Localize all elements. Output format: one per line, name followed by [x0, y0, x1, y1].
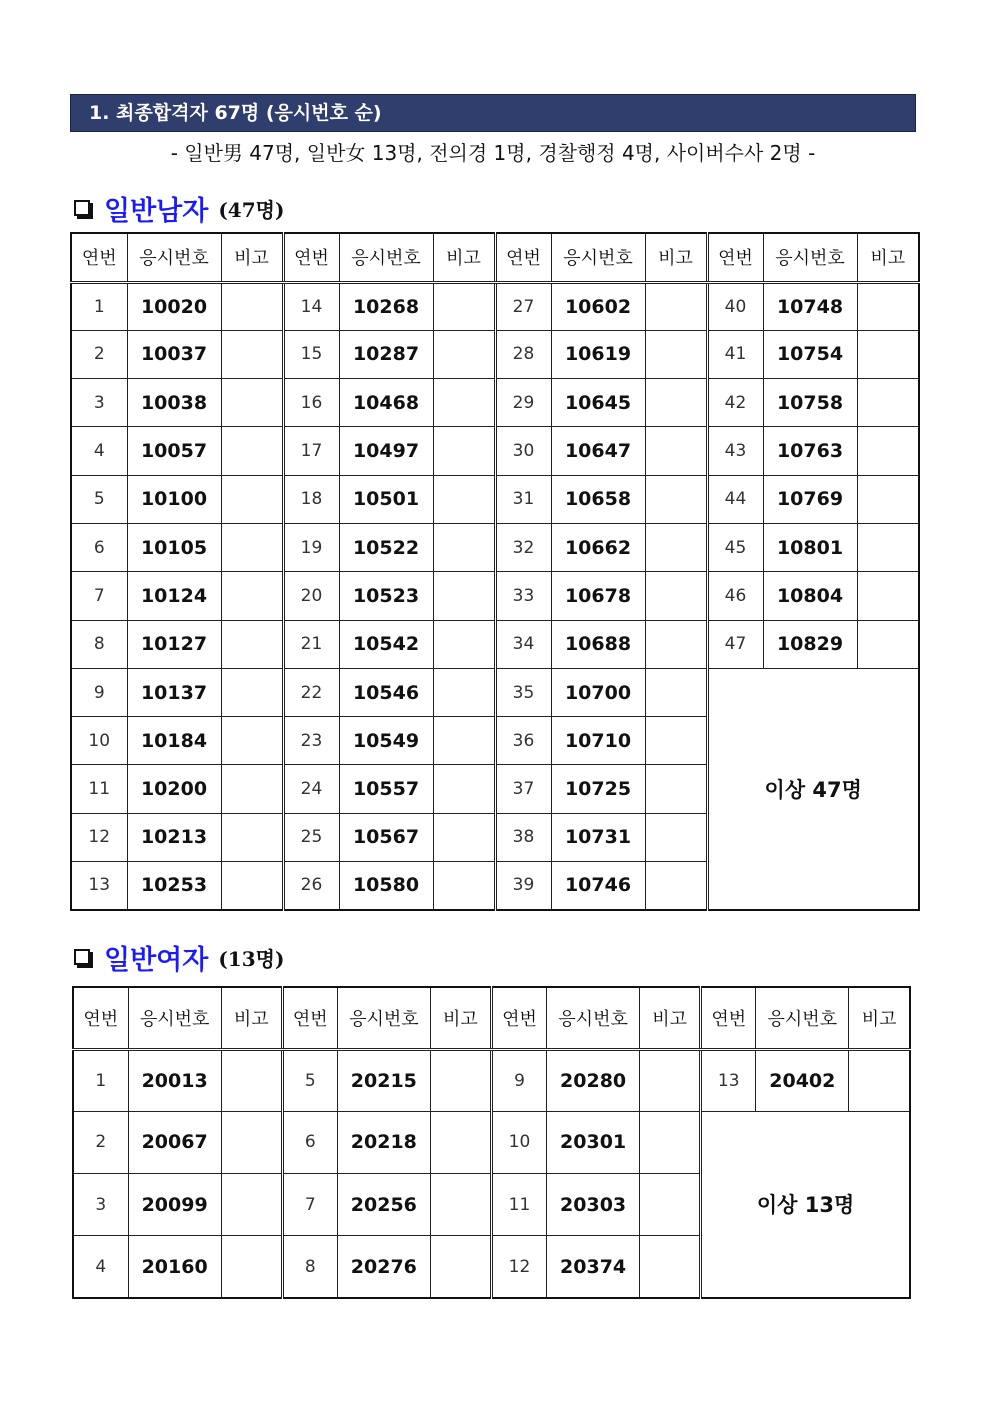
exam-number-cell: 10057 [127, 427, 221, 475]
note-cell [221, 1049, 282, 1111]
exam-number-cell: 10700 [551, 668, 645, 716]
exam-number-cell: 20402 [756, 1049, 849, 1111]
exam-number-cell: 10758 [763, 379, 857, 427]
exam-number-cell: 10801 [763, 523, 857, 571]
note-cell [221, 668, 283, 716]
seq-cell: 10 [71, 717, 127, 765]
seq-cell: 29 [495, 379, 551, 427]
exam-number-cell: 10037 [127, 330, 221, 378]
seq-cell: 16 [283, 379, 339, 427]
note-cell [433, 572, 495, 620]
checkbox-square-icon [74, 949, 90, 965]
note-cell [645, 572, 707, 620]
seq-cell: 38 [495, 813, 551, 861]
note-cell [857, 572, 919, 620]
column-header-note: 비고 [645, 233, 707, 282]
seq-cell: 13 [701, 1049, 756, 1111]
exam-number-cell: 20215 [337, 1049, 430, 1111]
seq-cell: 30 [495, 427, 551, 475]
note-cell [645, 668, 707, 716]
exam-number-cell: 10725 [551, 765, 645, 813]
seq-cell: 43 [707, 427, 763, 475]
seq-cell: 45 [707, 523, 763, 571]
column-header-seq: 연번 [282, 987, 337, 1049]
male-section-header [74, 188, 284, 228]
note-cell [857, 330, 919, 378]
note-cell [221, 282, 283, 330]
seq-cell: 1 [71, 282, 127, 330]
exam-number-cell: 20280 [547, 1049, 640, 1111]
note-cell [645, 813, 707, 861]
table-row [71, 620, 919, 668]
seq-cell: 32 [495, 523, 551, 571]
seq-cell: 1 [73, 1049, 128, 1111]
seq-cell: 15 [283, 330, 339, 378]
column-header-note: 비고 [849, 987, 910, 1049]
note-cell [433, 330, 495, 378]
note-cell [221, 813, 283, 861]
seq-cell: 47 [707, 620, 763, 668]
column-header-seq: 연번 [73, 987, 128, 1049]
exam-number-cell: 10748 [763, 282, 857, 330]
exam-number-cell: 10710 [551, 717, 645, 765]
note-cell [645, 282, 707, 330]
note-cell [433, 668, 495, 716]
exam-number-cell: 10137 [127, 668, 221, 716]
column-header-note: 비고 [433, 233, 495, 282]
column-header-seq: 연번 [491, 987, 546, 1049]
note-cell [221, 620, 283, 668]
seq-cell: 6 [71, 523, 127, 571]
exam-number-cell: 10184 [127, 717, 221, 765]
note-cell [857, 475, 919, 523]
seq-cell: 7 [282, 1174, 337, 1236]
note-cell [221, 330, 283, 378]
note-cell [221, 572, 283, 620]
exam-number-cell: 10602 [551, 282, 645, 330]
note-cell [857, 620, 919, 668]
seq-cell: 24 [283, 765, 339, 813]
column-header-number: 응시번호 [547, 987, 640, 1049]
table-row [71, 475, 919, 523]
table-row [71, 572, 919, 620]
exam-number-cell: 10127 [127, 620, 221, 668]
column-header-note: 비고 [430, 987, 491, 1049]
note-cell [221, 862, 283, 910]
seq-cell: 40 [707, 282, 763, 330]
column-header-seq: 연번 [495, 233, 551, 282]
column-header-note: 비고 [221, 987, 282, 1049]
seq-cell: 2 [71, 330, 127, 378]
seq-cell: 35 [495, 668, 551, 716]
exam-number-cell: 20067 [128, 1111, 221, 1173]
column-header-note: 비고 [221, 233, 283, 282]
note-cell [430, 1049, 491, 1111]
column-header-number: 응시번호 [756, 987, 849, 1049]
exam-number-cell: 20301 [547, 1111, 640, 1173]
seq-cell: 23 [283, 717, 339, 765]
note-cell [221, 717, 283, 765]
seq-cell: 11 [71, 765, 127, 813]
exam-number-cell: 10645 [551, 379, 645, 427]
table-row [73, 1111, 910, 1173]
seq-cell: 42 [707, 379, 763, 427]
female-section-title: 일반여자 [104, 944, 209, 976]
table-row [71, 379, 919, 427]
table-row [71, 523, 919, 571]
column-header-number: 응시번호 [128, 987, 221, 1049]
exam-number-cell: 10501 [339, 475, 433, 523]
note-cell [645, 330, 707, 378]
seq-cell: 10 [491, 1111, 546, 1173]
table-row [71, 282, 919, 330]
note-cell [433, 523, 495, 571]
note-cell [221, 1111, 282, 1173]
exam-number-cell: 20013 [128, 1049, 221, 1111]
note-cell [221, 475, 283, 523]
seq-cell: 17 [283, 427, 339, 475]
exam-number-cell: 20160 [128, 1236, 221, 1298]
seq-cell: 12 [491, 1236, 546, 1298]
column-header-number: 응시번호 [551, 233, 645, 282]
exam-number-cell: 10580 [339, 862, 433, 910]
seq-cell: 20 [283, 572, 339, 620]
column-header-seq: 연번 [283, 233, 339, 282]
exam-number-cell: 10829 [763, 620, 857, 668]
note-cell [857, 282, 919, 330]
note-cell [433, 620, 495, 668]
column-header-seq: 연번 [71, 233, 127, 282]
exam-number-cell: 10468 [339, 379, 433, 427]
note-cell [433, 717, 495, 765]
note-cell [430, 1236, 491, 1298]
column-header-note: 비고 [640, 987, 701, 1049]
note-cell [221, 523, 283, 571]
exam-number-cell: 10746 [551, 862, 645, 910]
exam-number-cell: 10678 [551, 572, 645, 620]
seq-cell: 36 [495, 717, 551, 765]
exam-number-cell: 10124 [127, 572, 221, 620]
exam-number-cell: 20276 [337, 1236, 430, 1298]
exam-number-cell: 10522 [339, 523, 433, 571]
seq-cell: 3 [71, 379, 127, 427]
seq-cell: 18 [283, 475, 339, 523]
male-section-count: (47명) [218, 197, 285, 222]
seq-cell: 44 [707, 475, 763, 523]
seq-cell: 9 [71, 668, 127, 716]
seq-cell: 3 [73, 1174, 128, 1236]
column-header-number: 응시번호 [127, 233, 221, 282]
exam-number-cell: 10105 [127, 523, 221, 571]
checkbox-square-icon [74, 200, 90, 216]
column-header-note: 비고 [857, 233, 919, 282]
note-cell [849, 1049, 910, 1111]
summary-line: - 일반男 47명, 일반女 13명, 전의경 1명, 경찰행정 4명, 사이버수사 2명 - [170, 141, 816, 165]
column-header-seq: 연번 [701, 987, 756, 1049]
exam-number-cell: 10542 [339, 620, 433, 668]
note-cell [433, 475, 495, 523]
exam-number-cell: 10253 [127, 862, 221, 910]
seq-cell: 37 [495, 765, 551, 813]
seq-cell: 46 [707, 572, 763, 620]
exam-number-cell: 10731 [551, 813, 645, 861]
note-cell [433, 765, 495, 813]
male-results-table [70, 232, 920, 911]
exam-number-cell: 10763 [763, 427, 857, 475]
table-row [73, 1049, 910, 1111]
note-cell [645, 379, 707, 427]
seq-cell: 9 [491, 1049, 546, 1111]
seq-cell: 13 [71, 862, 127, 910]
seq-cell: 4 [73, 1236, 128, 1298]
seq-cell: 34 [495, 620, 551, 668]
exam-number-cell: 10557 [339, 765, 433, 813]
exam-number-cell: 10020 [127, 282, 221, 330]
note-cell [433, 282, 495, 330]
seq-cell: 12 [71, 813, 127, 861]
column-header-number: 응시번호 [339, 233, 433, 282]
exam-number-cell: 10769 [763, 475, 857, 523]
exam-number-cell: 20303 [547, 1174, 640, 1236]
seq-cell: 7 [71, 572, 127, 620]
exam-number-cell: 10287 [339, 330, 433, 378]
table-row [71, 668, 919, 716]
exam-number-cell: 10619 [551, 330, 645, 378]
note-cell [857, 427, 919, 475]
table-row [71, 427, 919, 475]
note-cell [221, 1174, 282, 1236]
exam-number-cell: 20374 [547, 1236, 640, 1298]
exam-number-cell: 10523 [339, 572, 433, 620]
seq-cell: 33 [495, 572, 551, 620]
seq-cell: 8 [282, 1236, 337, 1298]
note-cell [221, 765, 283, 813]
exam-number-cell: 10662 [551, 523, 645, 571]
exam-number-cell: 20256 [337, 1174, 430, 1236]
seq-cell: 8 [71, 620, 127, 668]
exam-number-cell: 10549 [339, 717, 433, 765]
seq-cell: 4 [71, 427, 127, 475]
seq-cell: 5 [282, 1049, 337, 1111]
exam-number-cell: 10213 [127, 813, 221, 861]
note-cell [640, 1049, 701, 1111]
note-cell [433, 427, 495, 475]
female-section-header [74, 937, 284, 977]
exam-number-cell: 10200 [127, 765, 221, 813]
exam-number-cell: 20099 [128, 1174, 221, 1236]
exam-number-cell: 10658 [551, 475, 645, 523]
column-header-number: 응시번호 [337, 987, 430, 1049]
exam-number-cell: 10567 [339, 813, 433, 861]
exam-number-cell: 10804 [763, 572, 857, 620]
seq-cell: 2 [73, 1111, 128, 1173]
note-cell [433, 813, 495, 861]
exam-number-cell: 10546 [339, 668, 433, 716]
note-cell [645, 717, 707, 765]
note-cell [645, 427, 707, 475]
note-cell [645, 765, 707, 813]
note-cell [221, 427, 283, 475]
note-cell [645, 620, 707, 668]
note-cell [645, 475, 707, 523]
table-row [71, 330, 919, 378]
seq-cell: 31 [495, 475, 551, 523]
note-cell [430, 1111, 491, 1173]
seq-cell: 6 [282, 1111, 337, 1173]
seq-cell: 41 [707, 330, 763, 378]
seq-cell: 39 [495, 862, 551, 910]
seq-cell: 21 [283, 620, 339, 668]
seq-cell: 19 [283, 523, 339, 571]
note-cell [857, 379, 919, 427]
column-header-number: 응시번호 [763, 233, 857, 282]
female-section-count: (13명) [218, 946, 285, 971]
page-title: 1. 최종합격자 67명 (응시번호 순) [70, 94, 916, 132]
exam-number-cell: 10100 [127, 475, 221, 523]
seq-cell: 11 [491, 1174, 546, 1236]
total-summary: 이상 13명 [701, 1111, 910, 1298]
seq-cell: 26 [283, 862, 339, 910]
seq-cell: 5 [71, 475, 127, 523]
note-cell [433, 862, 495, 910]
male-section-title: 일반남자 [104, 195, 209, 227]
note-cell [221, 379, 283, 427]
exam-number-cell: 20218 [337, 1111, 430, 1173]
note-cell [640, 1174, 701, 1236]
total-summary: 이상 47명 [707, 668, 919, 909]
note-cell [645, 523, 707, 571]
exam-number-cell: 10688 [551, 620, 645, 668]
exam-number-cell: 10497 [339, 427, 433, 475]
female-results-table [72, 986, 911, 1299]
exam-number-cell: 10647 [551, 427, 645, 475]
note-cell [645, 862, 707, 910]
note-cell [433, 379, 495, 427]
seq-cell: 28 [495, 330, 551, 378]
seq-cell: 22 [283, 668, 339, 716]
seq-cell: 27 [495, 282, 551, 330]
exam-number-cell: 10268 [339, 282, 433, 330]
note-cell [430, 1174, 491, 1236]
seq-cell: 25 [283, 813, 339, 861]
note-cell [640, 1111, 701, 1173]
note-cell [640, 1236, 701, 1298]
exam-number-cell: 10754 [763, 330, 857, 378]
note-cell [221, 1236, 282, 1298]
column-header-seq: 연번 [707, 233, 763, 282]
exam-number-cell: 10038 [127, 379, 221, 427]
seq-cell: 14 [283, 282, 339, 330]
note-cell [857, 523, 919, 571]
